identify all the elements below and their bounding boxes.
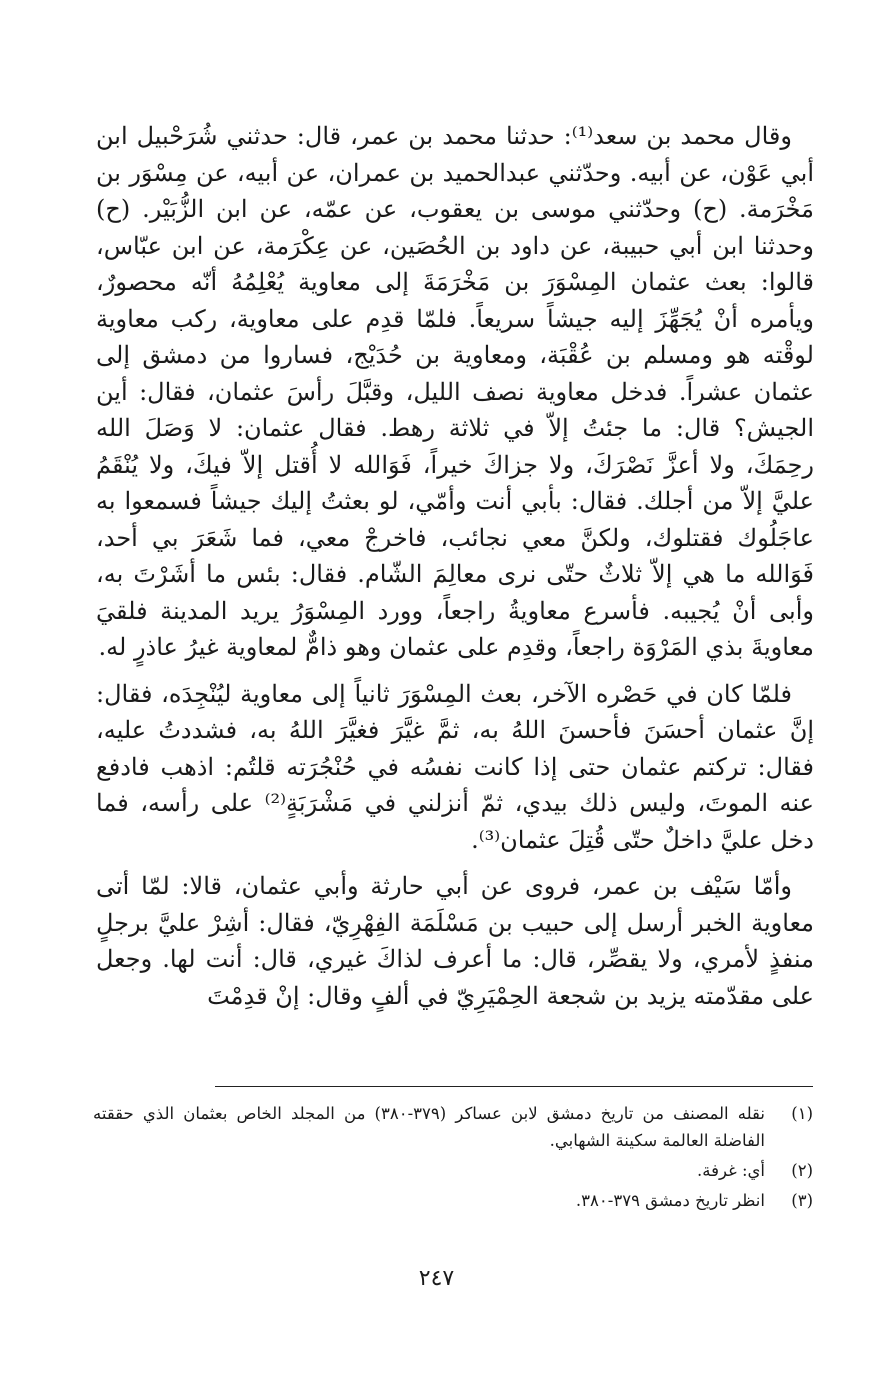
paragraph-3: وأمّا سَيْف بن عمر، فروى عن أبي حارثة وأبي عثمان، قالا: لمّا أتى معاوية الخبر أرسل إلى حبيب بن مَسْلَمَة الفِهْرِيّ، فقال: أشِرْ عليَّ برجلٍ منفذٍ لأمري، ولا يقصِّر، قال: ما أعرف لذاكَ غيري، قال: أنت لها. وجعل على مقدّمته يزيد بن شجعة الحِمْيَرِيّ في ألفٍ وقال: إنْ قدِمْتَ — [96, 872, 814, 1010]
paragraph-2: فلمّا كان في حَصْره الآخر، بعث المِسْوَرَ ثانياً إلى معاوية ليُنْجِدَه، فقال: إنَّ عثمان أحسَنَ فأحسنَ اللهُ به، ثمَّ غيَّرَ فغيَّرَ اللهُ به، فشددتُ عليه، فقال: تركتم عثمان حتى إذا كانت نفسُه في حُنْجُرَته قلتُم: اذهب فادفع عنه الموتَ، وليس ذلك بيدي، ثمّ أنزلني في مَشْرَبَةٍ⁽²⁾ على رأسه، فما دخل عليَّ داخلٌ حتّى قُتِلَ عثمان⁽³⁾. — [96, 679, 815, 854]
footnote-2 — [93, 1157, 813, 1184]
footnote-number: (١) — [791, 1104, 813, 1123]
footnotes — [93, 1100, 813, 1217]
page-number: ٢٤٧ — [418, 1266, 455, 1291]
footnote-number: (٣) — [791, 1191, 813, 1210]
footnote-text: انظر تاريخ دمشق ٣٧٩-٣٨٠. — [575, 1191, 765, 1210]
footnote-text: أي: غرفة. — [696, 1161, 765, 1180]
paragraph-1: وقال محمد بن سعد⁽¹⁾: حدثنا محمد بن عمر، قال: حدثني شُرَحْبيل ابن أبي عَوْن، عن أبيه. وحدّثني عبدالحميد بن عمران، عن أبيه، عن مِسْوَر بن مَخْرَمة. (ح) وحدّثني موسى بن يعقوب، عن عمّه، عن ابن الزُّبَيْر. (ح) وحدثنا ابن أبي حبيبة، عن داود بن الحُصَين، عن عِكْرَمة، عن ابن عبّاس، قالوا: بعث عثمان المِسْوَرَ بن مَخْرَمَةَ إلى معاوية يُعْلِمُهُ أنّه محصورٌ، ويأمره أنْ يُجَهِّزَ إليه جيشاً سريعاً. فلمّا قدِم على معاوية، ركب معاوية لوقْته هو ومسلم بن عُقْبَة، ومعاوية بن حُدَيْج، فساروا من دمشق إلى عثمان عشراً. فدخل معاوية نصف الليل، وقبَّلَ رأسَ عثمان، فقال: أين الجيش؟ قال: ما جئتُ إلاّ في ثلاثة رهط. فقال عثمان: لا وَصَلَ الله رحِمَكَ، ولا أعزَّ نَصْرَكَ، ولا جزاكَ خيراً، فَوَالله لا أُقتل إلاّ فيكَ، ولا يُنْقَمُ عليَّ إلاّ من أجلك. فقال: بأبي أنت وأمّي، لو بعثتُ إليك جيشاً فسمعوا به عاجَلُوك فقتلوك، ولكنَّ معي نجائب، فاخرجْ معي، فما شَعَرَ بي أحد، فَوَالله ما هي إلاّ ثلاثٌ حتّى نرى معالِمَ الشّام. فقال: بئس ما أشَرْتَ به، وأبى أنْ يُجيبه. فأسرع معاويةُ راجعاً، وورد المِسْوَرُ يريد المدينة فلقيَ معاويةَ بذي المَرْوَة راجعاً، وقدِم على عثمان وهو ذامٌّ لمعاوية غيرُ عاذرٍ له. — [96, 122, 814, 661]
footnote-3 — [93, 1187, 813, 1214]
footnote-text: نقله المصنف من تاريخ دمشق لابن عساكر (٣٧٩-٣٨٠) من المجلد الخاص بعثمان الذي حققته الفاضلة العالمة سكينة الشهابي. — [93, 1104, 765, 1150]
page-body — [96, 118, 814, 1014]
footnote-1 — [93, 1100, 813, 1154]
footnote-number: (٢) — [791, 1161, 813, 1180]
main-text — [96, 118, 814, 1014]
footnote-separator — [215, 1086, 813, 1087]
